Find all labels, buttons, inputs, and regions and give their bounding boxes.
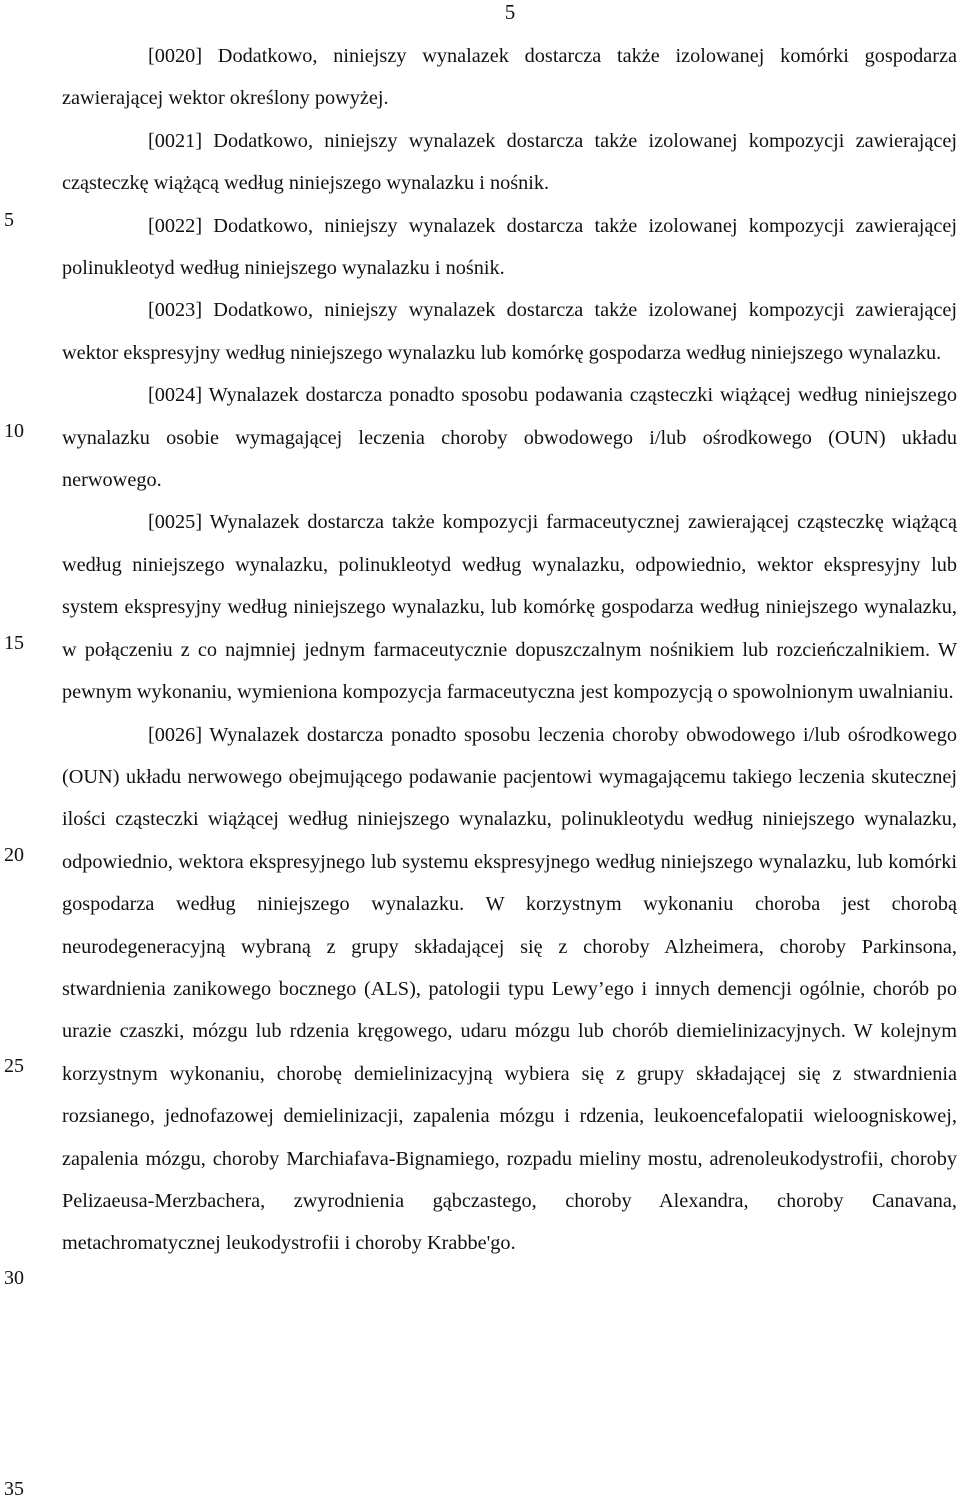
paragraph-0022: [0022] Dodatkowo, niniejszy wynalazek dostarcza także izolowanej kompozycji zawierającej polinukleotyd według niniejszego wynalazku i nośnik. xyxy=(62,214,957,280)
line-number: 30 xyxy=(4,1267,24,1289)
page-number: 5 xyxy=(504,0,516,24)
line-number: 10 xyxy=(4,420,24,442)
line-number-margin xyxy=(0,0,40,1505)
line-number: 35 xyxy=(4,1478,24,1500)
line-number: 15 xyxy=(4,632,24,654)
document-body xyxy=(62,35,957,1265)
paragraph-0025: [0025] Wynalazek dostarcza także kompozycji farmaceutycznej zawierającej cząsteczkę wiążącą według niniejszego wynalazku, polinukleotyd według wynalazku, odpowiednio, wektor ekspresyjny lub system ekspresyjny według niniejszego wynalazku, lub komórkę gospodarza według niniejszego wynalazku, w połączeniu z co najmniej jednym farmaceutycznie dopuszczalnym nośnikiem lub rozcieńczalnikiem. W pewnym wykonaniu, wymieniona kompozycja farmaceutyczna jest kompozycją o spowolnionym uwalnianiu. xyxy=(62,511,957,704)
paragraph-0020: [0020] Dodatkowo, niniejszy wynalazek dostarcza także izolowanej komórki gospodarza zawierającej wektor określony powyżej. xyxy=(62,45,957,110)
paragraph-0023: [0023] Dodatkowo, niniejszy wynalazek dostarcza także izolowanej kompozycji zawierającej wektor ekspresyjny według niniejszego wynalazku lub komórkę gospodarza według niniejszego wynalazku. xyxy=(62,299,957,364)
line-number: 20 xyxy=(4,844,24,866)
line-number: 25 xyxy=(4,1055,24,1077)
paragraph-0026: [0026] Wynalazek dostarcza ponadto sposobu leczenia choroby obwodowego i/lub ośrodkowego (OUN) układu nerwowego obejmującego podawanie pacjentowi wymagającemu takiego leczenia skutecznej ilości cząsteczki wiążącej według niniejszego wynalazku, polinukleotydu według niniejszego wynalazku, odpowiednio, wektora ekspresyjnego lub systemu ekspresyjnego według niniejszego wynalazku, lub komórki gospodarza według niniejszego wynalazku. W korzystnym wykonaniu choroba jest chorobą neurodegeneracyjną wybraną z grupy składającej się z choroby Alzheimera, choroby Parkinsona, stwardnienia zanikowego bocznego (ALS), patologii typu Lewy’ego i innych demencji ogólnie, chorób po urazie czaszki, mózgu lub rdzenia kręgowego, udaru mózgu lub chorób diemielinizacyjnych. W kolejnym korzystnym wykonaniu, chorobę demielinizacyjną wybiera się z grupy składającej się z stwardnienia rozsianego, jednofazowej demielinizacji, zapalenia mózgu i rdzenia, leukoencefalopatii wieloogniskowej, zapalenia mózgu, choroby Marchiafava-Bignamiego, rozpadu mieliny mostu, adrenoleukodystrofii, choroby Pelizaeusa-Merzbachera, zwyrodnienia gąbczastego, choroby Alexandra, choroby Canavana, metachromatycznej leukodystrofii i choroby Krabbe'go. xyxy=(62,723,957,1255)
paragraph-0021: [0021] Dodatkowo, niniejszy wynalazek dostarcza także izolowanej kompozycji zawierającej cząsteczkę wiążącą według niniejszego wynalazku i nośnik. xyxy=(62,129,957,195)
line-number: 5 xyxy=(4,209,14,231)
paragraph-0024: [0024] Wynalazek dostarcza ponadto sposobu podawania cząsteczki wiążącej według niniejszego wynalazku osobie wymagającej leczenia choroby obwodowego i/lub ośrodkowego (OUN) układu nerwowego. xyxy=(62,384,957,492)
